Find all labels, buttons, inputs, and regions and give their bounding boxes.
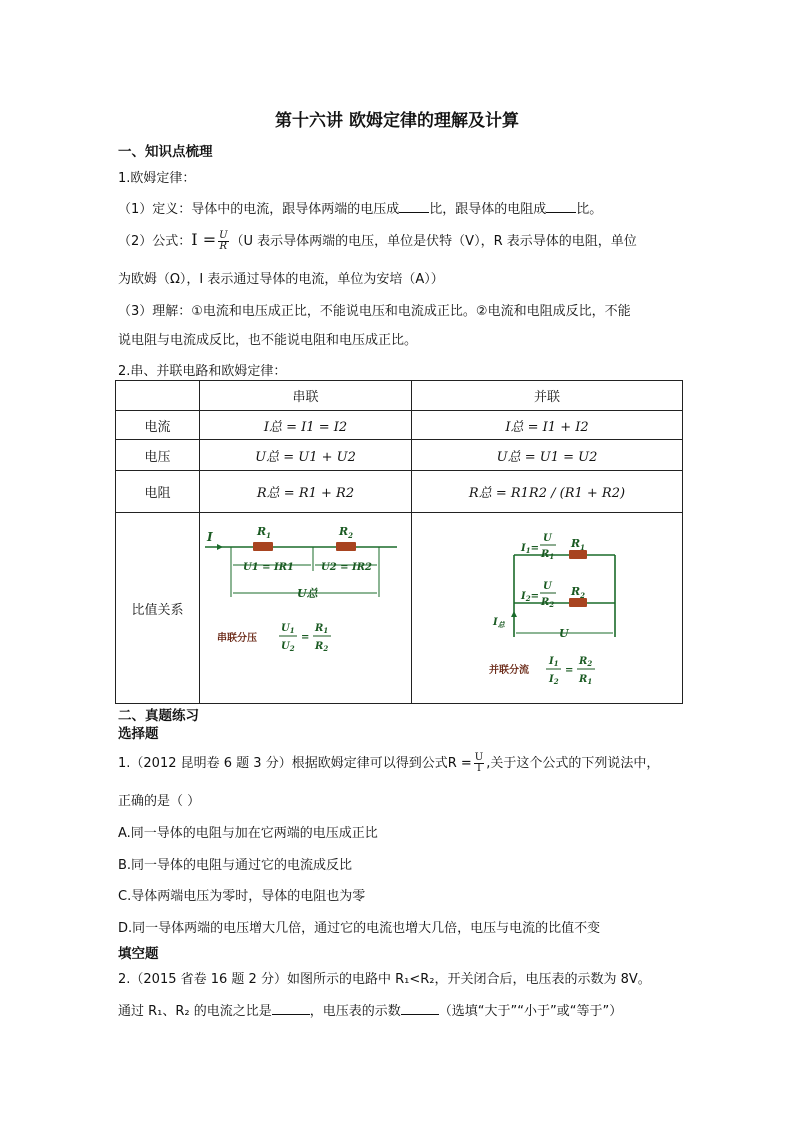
u1-equation: U1 = IR1 — [243, 562, 294, 573]
definition-line — [118, 198, 602, 217]
page-title: 第十六讲 欧姆定律的理解及计算 — [275, 111, 519, 131]
blank-2[interactable] — [546, 200, 576, 213]
r2-label: $R_2$ — [339, 525, 354, 540]
series-circuit-cell — [200, 513, 412, 704]
understanding-line-1: （3）理解：①电流和电压成正比，不能说电压和电流成正比。②电流和电阻成反比，不能 — [118, 304, 631, 319]
arrow-icon — [511, 611, 517, 617]
blank-4[interactable] — [401, 1002, 439, 1015]
section-heading-knowledge: 一、知识点梳理 — [118, 144, 213, 160]
definition-text-c: 比。 — [576, 202, 603, 217]
row-label-ratio: 比值关系 — [116, 513, 200, 704]
question-2-text-c: （选填“大于”“小于”或“等于”） — [438, 1004, 623, 1019]
formula-prefix: （2）公式： — [118, 234, 192, 249]
i2-fraction — [520, 581, 556, 609]
q1-denominator: I — [476, 763, 481, 774]
svg-text:I1: $I_1$ — [549, 656, 559, 668]
definition-text-b: 比，跟导体的电阻成 — [429, 202, 547, 217]
u-label: U — [559, 627, 569, 640]
svg-text:R1: $R_1$ — [541, 549, 555, 561]
parallel-ratio-fraction — [546, 656, 595, 686]
blank-3[interactable] — [272, 1002, 310, 1015]
u2-equation: U2 = IR2 — [321, 562, 372, 573]
svg-text:I2: $I_2$ — [549, 674, 559, 686]
item-series-parallel: 2.串、并联电路和欧姆定律： — [118, 364, 287, 379]
parallel-caption: 并联分流 — [489, 665, 529, 676]
series-current-formula: I总 = I1 = I2 — [200, 411, 412, 440]
r1-label: $R_1$ — [571, 537, 586, 552]
svg-text:U2: $U_2$ — [281, 641, 295, 653]
parallel-circuit-cell — [412, 513, 683, 704]
option-a[interactable]: A.同一导体的电阻与加在它两端的电压成正比 — [118, 826, 378, 841]
comparison-table — [115, 380, 683, 704]
header-series: 串联 — [200, 381, 412, 411]
question-2-line-2 — [118, 1000, 622, 1019]
u-total-label: U总 — [297, 587, 318, 600]
i1-fraction — [520, 533, 556, 561]
formula-numerator: U — [219, 230, 228, 241]
parallel-resistance-formula: R总 = R1R2 / (R1 + R2) — [412, 471, 683, 513]
subheading-choice: 选择题 — [118, 726, 159, 742]
svg-text:R2: $R_2$ — [541, 597, 555, 609]
parallel-voltage-formula: U总 = U1 = U2 — [412, 440, 683, 471]
definition-text-a: （1）定义：导体中的电流，跟导体两端的电压成 — [118, 202, 400, 217]
formula-line — [118, 230, 637, 252]
question-1-stem-end: 正确的是（ ） — [118, 794, 201, 809]
row-label-resistance: 电阻 — [116, 471, 200, 513]
svg-text:U: U — [543, 581, 552, 592]
question-1-text: 1.（2012 昆明卷 6 题 3 分）根据欧姆定律可以得到公式R = — [118, 756, 472, 771]
question-2-text-b: ，电压表的示数 — [309, 1004, 401, 1019]
svg-text:R2: $R_2$ — [315, 641, 329, 653]
svg-text:U: U — [543, 533, 552, 544]
understanding-line-2: 说电阻与电流成反比，也不能说电阻和电压成正比。 — [118, 333, 418, 348]
i-total-label: $I_总$ — [493, 617, 505, 629]
row-label-voltage: 电压 — [116, 440, 200, 471]
formula-denominator: R — [219, 241, 228, 252]
current-label: I — [207, 530, 213, 544]
formula-explanation-2: 为欧姆（Ω），I 表示通过导体的电流，单位为安培（A）） — [118, 272, 444, 287]
parallel-circuit-diagram — [413, 513, 681, 699]
series-circuit-diagram — [201, 513, 410, 699]
svg-text:=: = — [301, 632, 310, 643]
formula-lhs: I = — [191, 230, 217, 249]
row-label-current: 电流 — [116, 411, 200, 440]
svg-text:=: = — [565, 665, 574, 676]
header-parallel: 并联 — [412, 381, 683, 411]
subheading-fill: 填空题 — [118, 946, 159, 962]
q1-fraction — [474, 753, 484, 774]
question-1-text-b: ,关于这个公式的下列说法中， — [486, 756, 660, 771]
series-caption: 串联分压 — [217, 633, 257, 644]
svg-text:I1=: $I_1=$ — [521, 543, 539, 555]
svg-text:I2=: $I_2=$ — [521, 591, 539, 603]
question-2-line-1: 2.（2015 省卷 16 题 2 分）如图所示的电路中 R₁<R₂，开关闭合后，电压表的示数为 8V。 — [118, 972, 651, 987]
question-1-line — [118, 752, 659, 774]
svg-text:R1: $R_1$ — [579, 674, 593, 686]
option-b[interactable]: B.同一导体的电阻与通过它的电流成反比 — [118, 858, 353, 873]
svg-text:R2: $R_2$ — [579, 656, 593, 668]
blank-1[interactable] — [399, 200, 429, 213]
option-d[interactable]: D.同一导体两端的电压增大几倍，通过它的电流也增大几倍，电压与电流的比值不变 — [118, 921, 601, 936]
section-heading-practice: 二、真题练习 — [118, 708, 199, 724]
series-resistance-formula: R总 = R1 + R2 — [200, 471, 412, 513]
svg-text:R1: $R_1$ — [315, 623, 329, 635]
r1-label: $R_1$ — [257, 525, 272, 540]
option-c[interactable]: C.导体两端电压为零时，导体的电阻也为零 — [118, 889, 366, 904]
resistor-r2-icon — [336, 542, 356, 551]
question-2-text-a: 通过 R₁、R₂ 的电流之比是 — [118, 1004, 272, 1019]
resistor-r1-icon — [253, 542, 273, 551]
formula-explanation: （U 表示导体两端的电压，单位是伏特（V），R 表示导体的电阻，单位 — [230, 234, 637, 249]
formula-fraction — [218, 231, 228, 252]
series-voltage-formula: U总 = U1 + U2 — [200, 440, 412, 471]
q1-numerator: U — [474, 752, 484, 763]
svg-text:U1: $U_1$ — [281, 623, 295, 635]
series-ratio-fraction — [279, 623, 331, 653]
parallel-current-formula: I总 = I1 + I2 — [412, 411, 683, 440]
table-corner-cell — [116, 381, 200, 411]
arrow-icon — [217, 544, 223, 550]
item-ohms-law: 1.欧姆定律： — [118, 171, 196, 186]
r2-label: $R_2$ — [571, 585, 586, 600]
